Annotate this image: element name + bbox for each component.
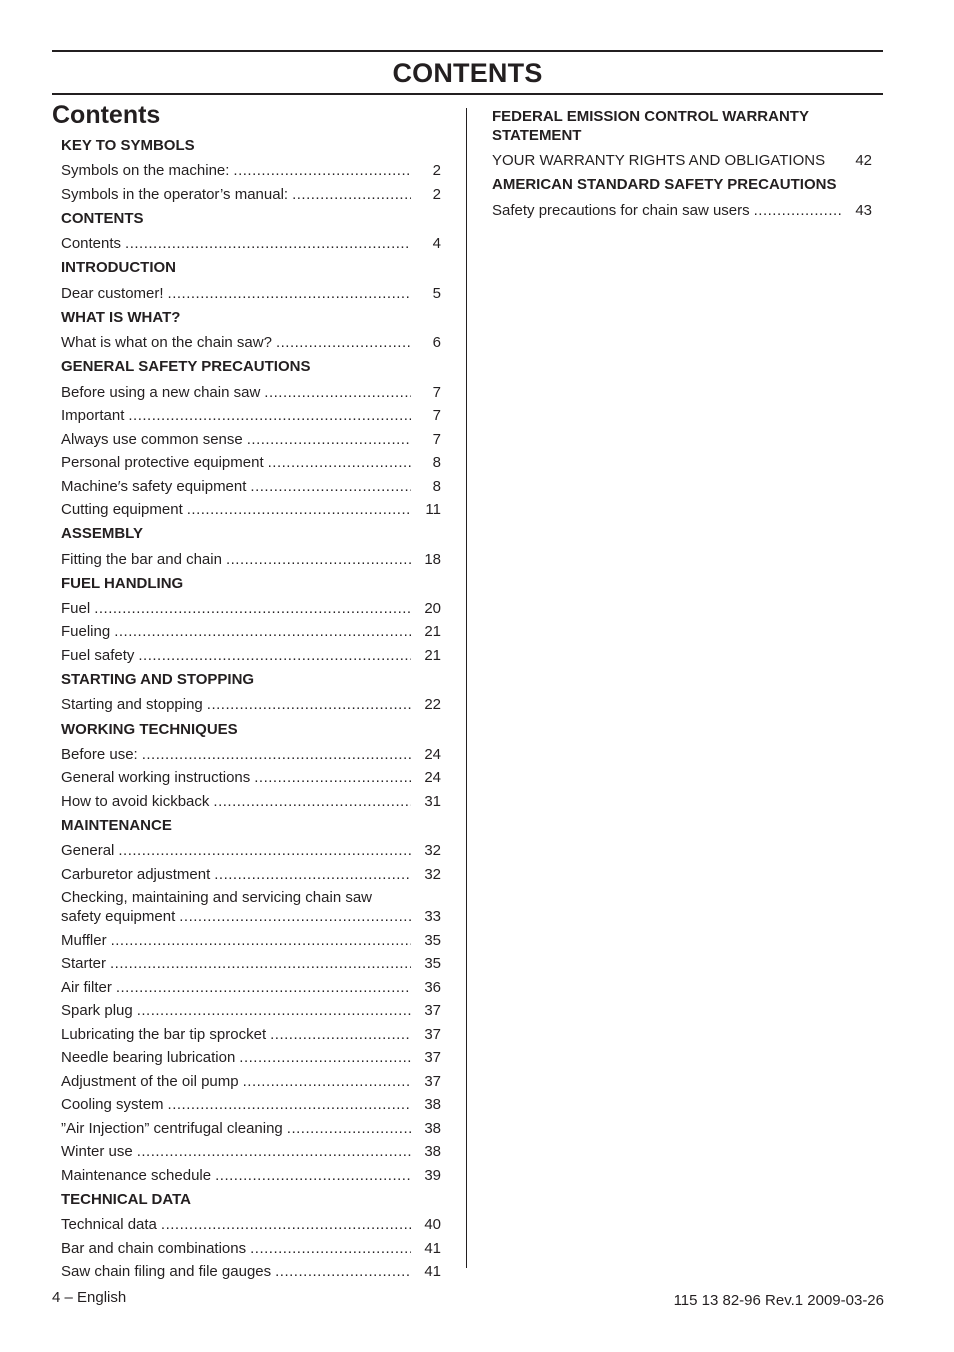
toc-entry[interactable]: [61, 766, 441, 789]
toc-entry[interactable]: [492, 198, 872, 221]
toc-entry[interactable]: [61, 976, 441, 999]
dot-leader: [94, 599, 411, 618]
toc-entry-page-number: 5: [432, 284, 441, 302]
dot-leader: [118, 841, 411, 860]
toc-entry-label: Symbols on the machine:: [61, 162, 230, 180]
toc-section-heading: STARTING AND STOPPING: [61, 671, 255, 689]
toc-entry[interactable]: [61, 182, 441, 205]
toc-entry-page-number: 38: [424, 1119, 441, 1137]
dot-leader: [111, 931, 411, 950]
toc-entry-label: What is what on the chain saw?: [61, 334, 272, 352]
toc-entry-page-number: 21: [424, 646, 441, 664]
top-rule: [52, 50, 883, 52]
toc-entry-label: Contents: [61, 235, 122, 253]
toc-entry[interactable]: [61, 427, 441, 450]
contents-heading: Contents: [52, 101, 161, 129]
toc-entry[interactable]: [61, 886, 441, 928]
toc-entry-page-number: 4: [432, 235, 441, 253]
toc-entry[interactable]: [61, 1117, 441, 1140]
toc-entry-label: Spark plug: [61, 1002, 133, 1020]
dot-leader: [116, 978, 411, 997]
dot-leader: [187, 500, 411, 519]
toc-entry-label: Cooling system: [61, 1096, 164, 1114]
toc-entry[interactable]: [61, 863, 441, 886]
toc-entry-label: Before use:: [61, 745, 138, 763]
dot-leader: [254, 768, 411, 787]
toc-entry-page-number: 35: [424, 955, 441, 973]
toc-entry-page-number: 41: [424, 1239, 441, 1257]
toc-entry-label: Adjustment of the oil pump: [61, 1072, 239, 1090]
header-rule: [52, 93, 883, 95]
toc-entry-label: Carburetor adjustment: [61, 865, 211, 883]
toc-entry-page-number: 37: [424, 1049, 441, 1067]
toc-entry-label: Before using a new chain saw: [61, 383, 261, 401]
toc-entry-page-number: 22: [424, 696, 441, 714]
toc-entry-label: ”Air Injection” centrifugal cleaning: [61, 1119, 283, 1137]
toc-entry-page-number: 40: [424, 1216, 441, 1234]
toc-entry[interactable]: [61, 547, 441, 570]
dot-leader: [168, 1095, 411, 1114]
toc-entry-page-number: 33: [424, 908, 441, 926]
toc-entry-page-number: 39: [424, 1166, 441, 1184]
toc-entry-label: Muffler: [61, 931, 107, 949]
toc-entry-label: Lubricating the bar tip sprocket: [61, 1025, 267, 1043]
toc-entry-label: Symbols in the operator’s manual:: [61, 185, 289, 203]
toc-entry-label: safety equipment: [61, 908, 176, 926]
toc-section-heading: MAINTENANCE: [61, 817, 172, 835]
toc-entry-label: Technical data: [61, 1216, 157, 1234]
dot-leader: [215, 1166, 411, 1185]
toc-entry-page-number: 8: [432, 477, 441, 495]
toc-entry-page-number: 24: [424, 745, 441, 763]
toc-entry-page-number: 20: [424, 600, 441, 617]
dot-leader: [264, 383, 411, 402]
toc-entry-page-number: 24: [424, 769, 441, 787]
toc-entry[interactable]: [61, 743, 441, 766]
toc-entry-label: Machine′s safety equipment: [61, 477, 247, 495]
toc-entry[interactable]: [61, 1093, 441, 1116]
toc-entry-page-number: 41: [424, 1263, 441, 1281]
dot-leader: [226, 550, 411, 569]
toc-entry[interactable]: [61, 474, 441, 497]
toc-entry-page-number: 32: [424, 842, 441, 860]
toc-entry-label: General: [61, 842, 115, 860]
dot-leader: [239, 1048, 411, 1067]
column-divider: [466, 108, 467, 1268]
dot-leader: [137, 1142, 411, 1161]
dot-leader: [268, 453, 411, 472]
toc-entry-label: YOUR WARRANTY RIGHTS AND OBLIGATIONS: [492, 152, 826, 170]
toc-entry-label: Personal protective equipment: [61, 454, 264, 472]
dot-leader: [250, 1239, 411, 1258]
toc-entry-label: Checking, maintaining and servicing chain saw: [61, 889, 373, 907]
toc-entry[interactable]: [61, 839, 441, 862]
dot-leader: [754, 201, 842, 220]
toc-left-column: [61, 133, 441, 1283]
toc-entry[interactable]: [61, 693, 441, 716]
dot-leader: [207, 695, 411, 714]
toc-entry-label: Maintenance schedule: [61, 1166, 212, 1184]
dot-leader: [114, 622, 411, 641]
dot-leader: [179, 907, 411, 926]
toc-entry-label: Starter: [61, 955, 107, 973]
toc-entry-label: Fitting the bar and chain: [61, 550, 222, 568]
toc-entry-label: Bar and chain combinations: [61, 1239, 247, 1257]
toc-entry[interactable]: [61, 597, 441, 620]
toc-entry-page-number: 43: [855, 201, 872, 219]
dot-leader: [110, 954, 411, 973]
toc-entry-label: How to avoid kickback: [61, 792, 210, 810]
toc-section-heading: TECHNICAL DATA: [61, 1190, 191, 1208]
toc-entry-page-number: 18: [424, 550, 441, 568]
toc-section-heading: GENERAL SAFETY PRECAUTIONS: [61, 358, 311, 376]
toc-section-heading: CONTENTS: [61, 209, 144, 227]
dot-leader: [142, 745, 411, 764]
toc-entry-page-number: 7: [432, 430, 441, 448]
toc-entry[interactable]: [61, 498, 441, 521]
toc-entry[interactable]: [61, 1070, 441, 1093]
toc-entry-label: Important: [61, 407, 125, 425]
toc-entry-page-number: 35: [424, 931, 441, 949]
toc-entry-label: Dear customer!: [61, 284, 164, 302]
toc-entry-page-number: 42: [855, 152, 872, 170]
toc-entry-page-number: 31: [424, 792, 441, 810]
toc-entry[interactable]: [61, 1140, 441, 1163]
toc-entry-label: Safety precautions for chain saw users: [492, 201, 750, 219]
dot-leader: [168, 284, 411, 303]
toc-entry[interactable]: [61, 404, 441, 427]
toc-entry-page-number: 8: [432, 454, 441, 472]
toc-entry-page-number: 37: [424, 1072, 441, 1090]
toc-entry-page-number: 38: [424, 1143, 441, 1161]
footer-document-number: 115 13 82-96 Rev.1 2009-03-26: [673, 1292, 884, 1309]
toc-entry-label: Fuel safety: [61, 646, 135, 664]
toc-entry[interactable]: [61, 999, 441, 1022]
dot-leader: [125, 234, 411, 253]
toc-entry[interactable]: [61, 952, 441, 975]
dot-leader: [250, 477, 411, 496]
dot-leader: [247, 430, 411, 449]
toc-entry[interactable]: [61, 929, 441, 952]
toc-entry-page-number: 37: [424, 1025, 441, 1043]
toc-entry[interactable]: [61, 451, 441, 474]
toc-entry[interactable]: [61, 644, 441, 667]
dot-leader: [137, 1001, 411, 1020]
toc-entry[interactable]: [61, 281, 441, 304]
dot-leader: [213, 792, 411, 811]
dot-leader: [292, 185, 411, 204]
toc-entry-page-number: 6: [432, 334, 441, 352]
toc-entry-page-number: 36: [424, 978, 441, 996]
toc-entry[interactable]: [61, 620, 441, 643]
toc-entry[interactable]: [61, 1236, 441, 1259]
toc-section-heading: AMERICAN STANDARD SAFETY PRECAUTIONS: [492, 176, 837, 194]
toc-entry[interactable]: [61, 331, 441, 354]
toc-entry-label: General working instructions: [61, 769, 251, 787]
toc-entry-page-number: 7: [432, 383, 441, 401]
dot-leader: [275, 1262, 411, 1281]
toc-entry-page-number: 32: [424, 865, 441, 883]
toc-entry-label: Fueling: [61, 623, 111, 641]
dot-leader: [214, 865, 411, 884]
dot-leader: [161, 1215, 411, 1234]
dot-leader: [276, 333, 411, 352]
toc-right-column: [492, 104, 872, 222]
toc-entry-page-number: 21: [424, 623, 441, 641]
toc-section-heading: WORKING TECHNIQUES: [61, 720, 238, 738]
dot-leader: [270, 1025, 411, 1044]
toc-entry-page-number: 38: [424, 1096, 441, 1114]
toc-entry[interactable]: [61, 1213, 441, 1236]
dot-leader: [138, 646, 411, 665]
toc-entry-label: Saw chain filing and file gauges: [61, 1263, 272, 1281]
toc-entry[interactable]: [61, 1046, 441, 1069]
toc-entry[interactable]: [61, 380, 441, 403]
toc-entry-page-number: 2: [432, 185, 441, 203]
toc-section-heading: FUEL HANDLING: [61, 574, 184, 592]
toc-section-heading: INTRODUCTION: [61, 259, 176, 277]
toc-entry[interactable]: [61, 790, 441, 813]
toc-entry[interactable]: [61, 1164, 441, 1187]
dot-leader: [128, 406, 411, 425]
toc-entry-label: Cutting equipment: [61, 501, 183, 519]
toc-section-heading: ASSEMBLY: [61, 525, 143, 543]
toc-entry[interactable]: [61, 1023, 441, 1046]
toc-entry-label: Needle bearing lubrication: [61, 1049, 236, 1067]
toc-entry-label: Air filter: [61, 978, 112, 996]
toc-entry-label: Always use common sense: [61, 430, 243, 448]
dot-leader: [287, 1119, 411, 1138]
toc-section-heading: KEY TO SYMBOLS: [61, 137, 195, 154]
toc-section-heading: WHAT IS WHAT?: [61, 308, 181, 326]
toc-section-heading: FEDERAL EMISSION CONTROL WARRANTY STATEMENT: [492, 108, 809, 144]
toc-entry-page-number: 11: [425, 501, 441, 519]
toc-entry[interactable]: [492, 149, 872, 172]
toc-entry-page-number: 7: [432, 407, 441, 425]
toc-entry[interactable]: [61, 232, 441, 255]
toc-entry[interactable]: [61, 1260, 441, 1283]
toc-entry[interactable]: [61, 159, 441, 182]
dot-leader: [243, 1072, 411, 1091]
dot-leader: [233, 161, 411, 180]
toc-entry-page-number: 37: [424, 1002, 441, 1020]
footer-page-language: 4 – English: [52, 1289, 127, 1306]
toc-entry-label: Starting and stopping: [61, 696, 203, 714]
toc-entry-page-number: 2: [432, 162, 441, 180]
toc-entry-label: Fuel: [61, 600, 91, 617]
toc-entry-label: Winter use: [61, 1143, 133, 1161]
page-header-title: CONTENTS: [392, 58, 543, 88]
